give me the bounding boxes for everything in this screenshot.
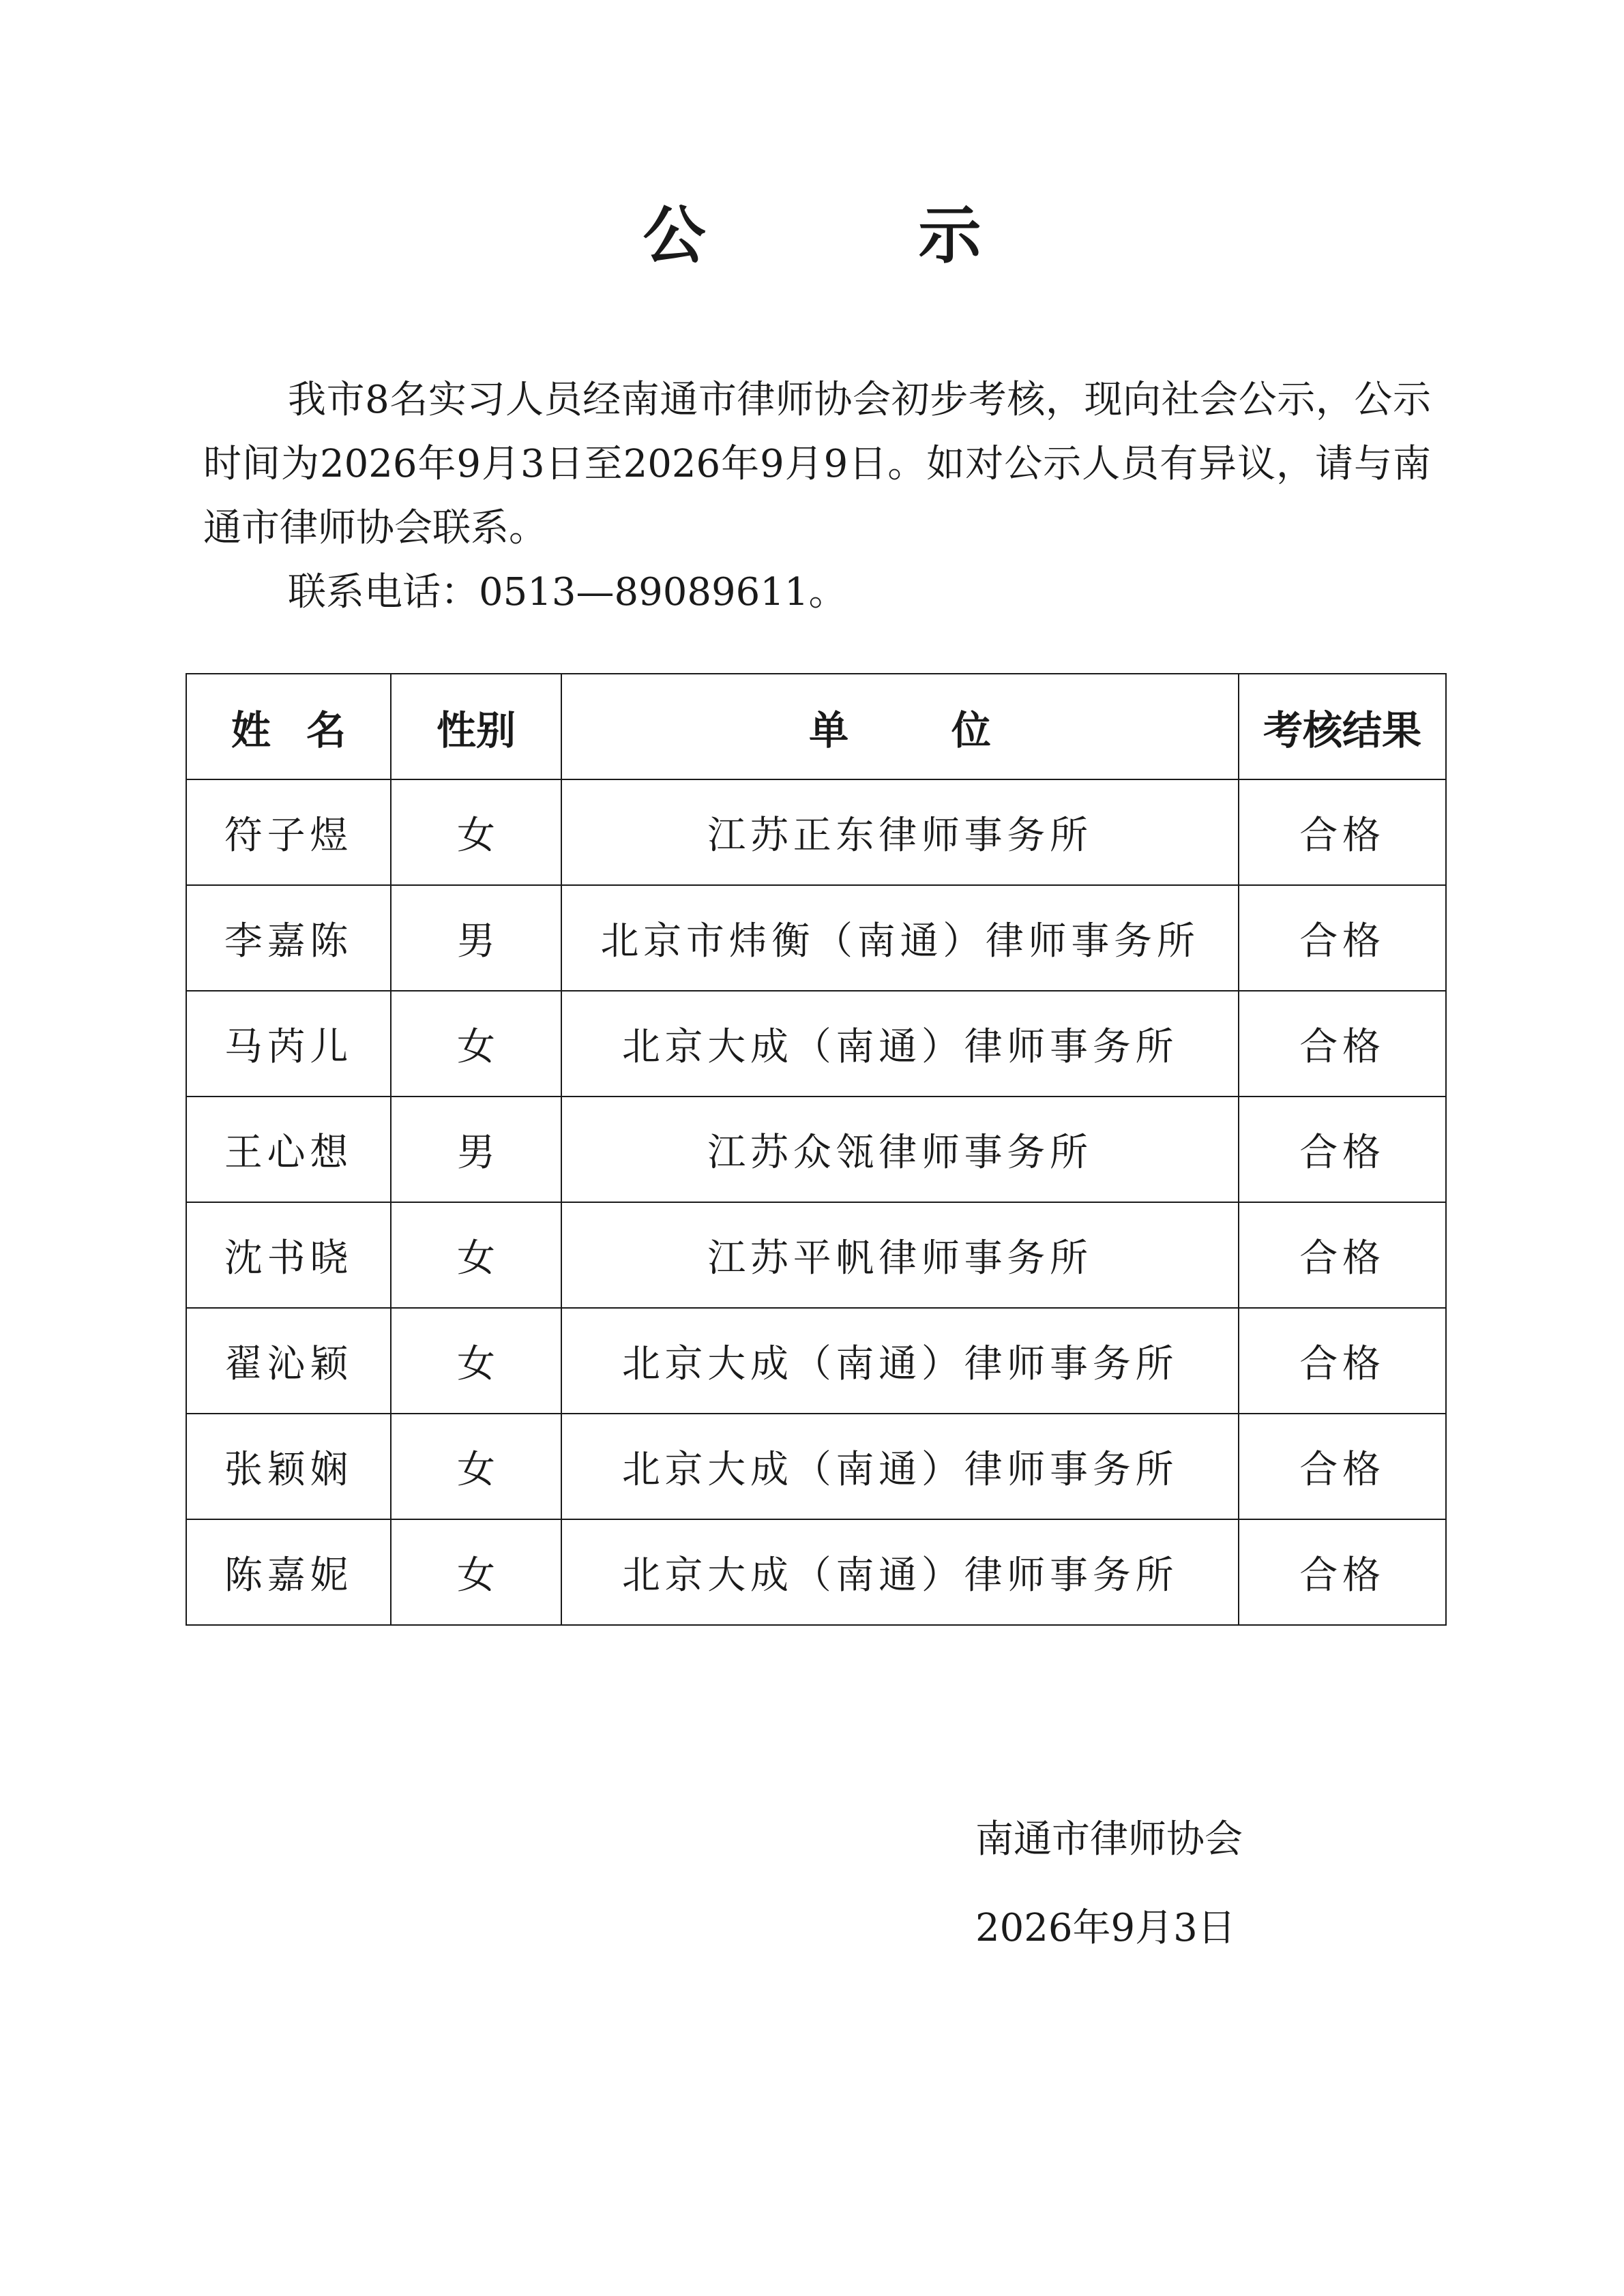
cell-unit: 北京大成（南通）律师事务所 <box>561 1519 1239 1625</box>
table-row <box>186 1202 1446 1308</box>
cell-name: 李嘉陈 <box>186 885 391 991</box>
cell-unit: 北京市炜衡（南通）律师事务所 <box>561 885 1239 991</box>
cell-result: 合格 <box>1239 779 1446 885</box>
contact-phone: 联系电话：0513—89089611。 <box>288 570 847 614</box>
cell-gender: 女 <box>391 1202 561 1308</box>
cell-unit: 北京大成（南通）律师事务所 <box>561 1414 1239 1519</box>
cell-name: 翟沁颖 <box>186 1308 391 1414</box>
table-row <box>186 779 1446 885</box>
table-row <box>186 991 1446 1097</box>
table-row <box>186 885 1446 991</box>
signature-date: 2026年9月3日 <box>975 1906 1236 1950</box>
notice-paragraph: 我市8名实习人员经南通市律师协会初步考核，现向社会公示，公示时间为2026年9月3日至2026年9月9日。如对公示人员有异议，请与南通市律师协会联系。 <box>203 378 1431 550</box>
header-gender: 性别 <box>391 674 561 779</box>
header-name: 姓名 <box>186 674 391 779</box>
cell-result: 合格 <box>1239 1308 1446 1414</box>
cell-gender: 女 <box>391 779 561 885</box>
cell-gender: 女 <box>391 991 561 1097</box>
cell-gender: 男 <box>391 1097 561 1202</box>
cell-gender: 男 <box>391 885 561 991</box>
page-title: 公 示 <box>643 199 1057 272</box>
table-row <box>186 1308 1446 1414</box>
cell-name: 马芮儿 <box>186 991 391 1097</box>
cell-result: 合格 <box>1239 885 1446 991</box>
cell-result: 合格 <box>1239 1414 1446 1519</box>
cell-name: 张颖娴 <box>186 1414 391 1519</box>
notice-body <box>203 368 1431 625</box>
cell-name: 符子煜 <box>186 779 391 885</box>
cell-unit: 北京大成（南通）律师事务所 <box>561 1308 1239 1414</box>
table-header-row <box>186 674 1446 779</box>
cell-name: 陈嘉妮 <box>186 1519 391 1625</box>
cell-name: 王心想 <box>186 1097 391 1202</box>
cell-gender: 女 <box>391 1519 561 1625</box>
result-table <box>186 673 1447 1626</box>
cell-unit: 江苏平帆律师事务所 <box>561 1202 1239 1308</box>
cell-gender: 女 <box>391 1414 561 1519</box>
table-body <box>186 779 1446 1625</box>
header-result: 考核结果 <box>1239 674 1446 779</box>
cell-result: 合格 <box>1239 1097 1446 1202</box>
cell-name: 沈书晓 <box>186 1202 391 1308</box>
table-row <box>186 1097 1446 1202</box>
cell-result: 合格 <box>1239 1519 1446 1625</box>
table-row <box>186 1414 1446 1519</box>
cell-unit: 江苏正东律师事务所 <box>561 779 1239 885</box>
cell-result: 合格 <box>1239 1202 1446 1308</box>
signature-organization: 南通市律师协会 <box>975 1817 1243 1862</box>
header-unit: 单位 <box>561 674 1239 779</box>
cell-gender: 女 <box>391 1308 561 1414</box>
cell-unit: 江苏众瓴律师事务所 <box>561 1097 1239 1202</box>
cell-unit: 北京大成（南通）律师事务所 <box>561 991 1239 1097</box>
table-row <box>186 1519 1446 1625</box>
cell-result: 合格 <box>1239 991 1446 1097</box>
